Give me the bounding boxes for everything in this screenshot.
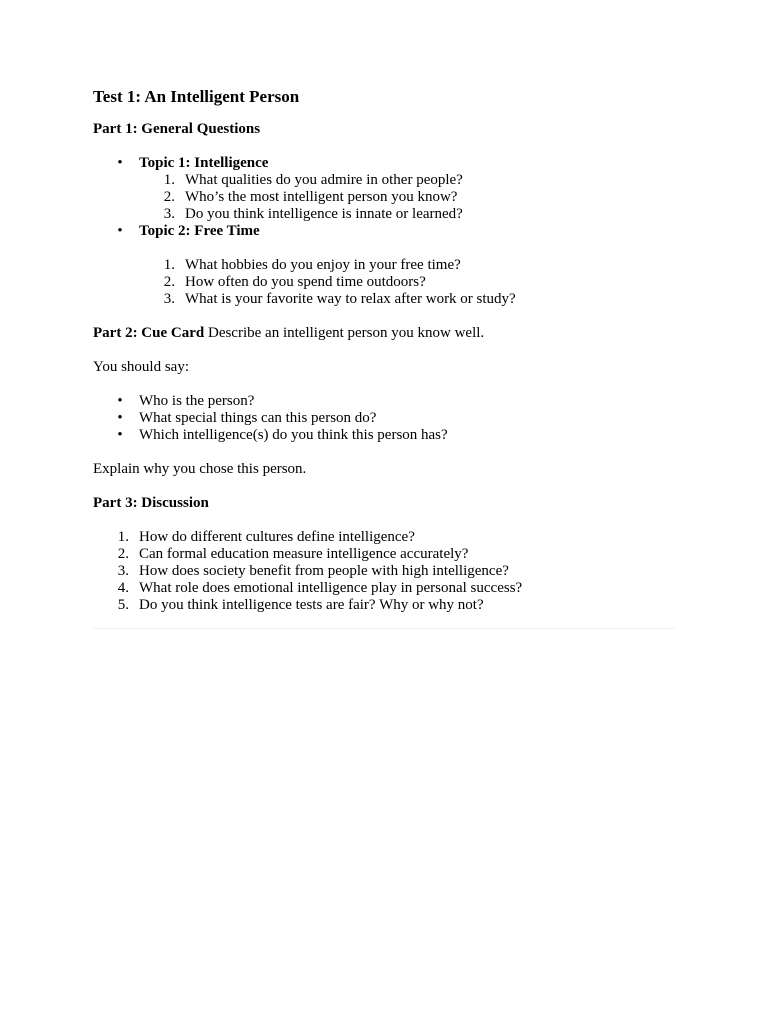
question-text: How often do you spend time outdoors? — [185, 274, 426, 290]
list-item — [139, 257, 675, 274]
divider — [93, 628, 675, 629]
bullet-icon: • — [117, 223, 123, 239]
topic-item — [93, 155, 675, 223]
bullet-icon: • — [117, 427, 123, 443]
question-text: Who’s the most intelligent person you know? — [185, 189, 458, 205]
part2-cue-card — [93, 325, 675, 342]
cue-card-points — [93, 393, 675, 444]
list-item — [139, 274, 675, 291]
explain-text: Explain why you chose this person. — [93, 461, 307, 477]
topic-item — [93, 223, 675, 308]
document-title: Test 1: An Intelligent Person — [93, 87, 300, 106]
question-text: Can formal education measure intelligence accurately? — [139, 546, 469, 562]
list-item — [93, 393, 675, 410]
list-number: 3. — [163, 291, 175, 307]
list-item — [93, 529, 675, 546]
list-item — [139, 172, 675, 189]
document-page — [93, 87, 675, 631]
topic-question-list — [139, 172, 675, 223]
list-number: 2. — [163, 189, 175, 205]
part1-heading: Part 1: General Questions — [93, 121, 261, 137]
list-number: 5. — [117, 597, 129, 613]
topic-question-list — [139, 257, 675, 308]
point-text: Who is the person? — [139, 393, 255, 409]
question-text: What role does emotional intelligence play in personal success? — [139, 580, 523, 596]
bullet-icon: • — [117, 155, 123, 171]
list-item — [139, 291, 675, 308]
should-say-label: You should say: — [93, 359, 189, 375]
question-text: What qualities do you admire in other people? — [185, 172, 463, 188]
list-number: 2. — [163, 274, 175, 290]
question-text: How does society benefit from people with high intelligence? — [139, 563, 509, 579]
point-text: What special things can this person do? — [139, 410, 377, 426]
part2-heading: Part 2: Cue Card — [93, 325, 205, 341]
list-number: 3. — [163, 206, 175, 222]
question-text: What hobbies do you enjoy in your free time? — [185, 257, 461, 273]
list-item — [93, 563, 675, 580]
list-item — [139, 189, 675, 206]
list-number: 3. — [117, 563, 129, 579]
question-text: What is your favorite way to relax after work or study? — [185, 291, 516, 307]
list-item — [93, 546, 675, 563]
list-item — [93, 410, 675, 427]
question-text: Do you think intelligence is innate or learned? — [185, 206, 463, 222]
list-item — [93, 580, 675, 597]
part3-heading: Part 3: Discussion — [93, 495, 209, 511]
topic-label: Topic 1: Intelligence — [139, 155, 269, 171]
discussion-question-list — [93, 529, 675, 614]
list-number: 1. — [163, 257, 175, 273]
question-text: Do you think intelligence tests are fair? Why or why not? — [139, 597, 484, 613]
list-number: 1. — [117, 529, 129, 545]
list-item — [139, 206, 675, 223]
list-number: 1. — [163, 172, 175, 188]
list-number: 2. — [117, 546, 129, 562]
point-text: Which intelligence(s) do you think this person has? — [139, 427, 448, 443]
bullet-icon: • — [117, 393, 123, 409]
part1-topic-list — [93, 155, 675, 308]
list-number: 4. — [117, 580, 129, 596]
cue-card-prompt: Describe an intelligent person you know well. — [207, 325, 485, 341]
list-item — [93, 597, 675, 614]
list-item — [93, 427, 675, 444]
bullet-icon: • — [117, 410, 123, 426]
question-text: How do different cultures define intelligence? — [139, 529, 415, 545]
topic-label: Topic 2: Free Time — [139, 223, 260, 239]
